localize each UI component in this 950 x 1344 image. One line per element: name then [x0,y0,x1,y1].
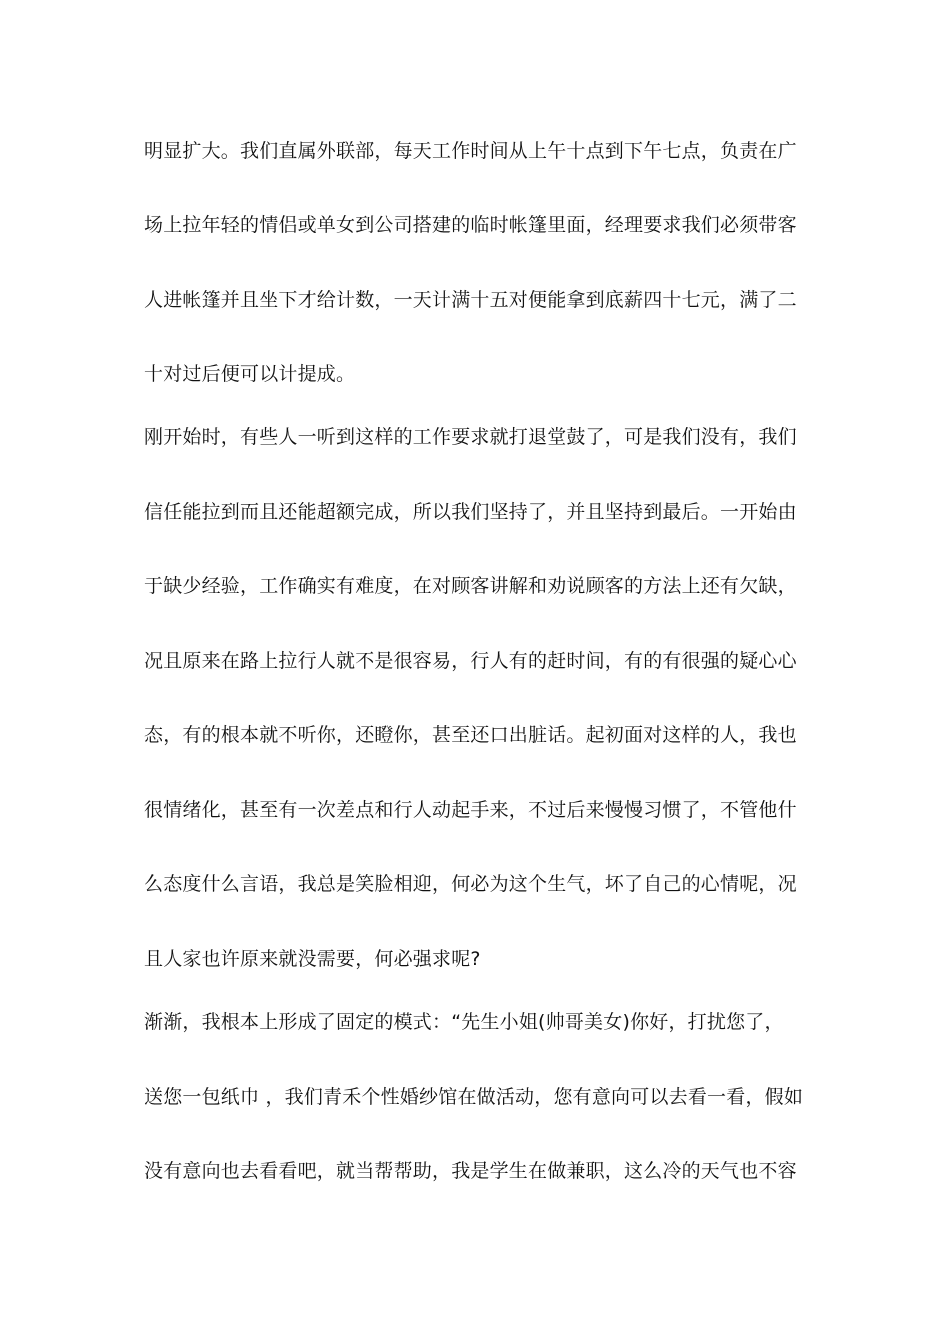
paragraph-line: 信任能拉到而且还能超额完成，所以我们坚持了，并且坚持到最后。一开始由 [144,501,797,523]
paragraph-line: 场上拉年轻的情侣或单女到公司搭建的临时帐篷里面，经理要求我们必须带客 [144,214,797,236]
paragraph-line: 刚开始时，有些人一听到这样的工作要求就打退堂鼓了，可是我们没有，我们 [144,426,797,448]
paragraph-line: 明显扩大。我们直属外联部，每天工作时间从上午十点到下午七点，负责在广 [144,140,797,162]
paragraph-line: 人进帐篷并且坐下才给计数，一天计满十五对便能拿到底薪四十七元，满了二 [144,289,797,311]
paragraph-line: 态，有的根本就不听你，还瞪你，甚至还口出脏话。起初面对这样的人，我也 [144,724,797,746]
paragraph-line: 渐渐，我根本上形成了固定的模式：“先生小姐(帅哥美女)你好，打扰您了， [144,1011,784,1033]
paragraph-line: 于缺少经验，工作确实有难度，在对顾客讲解和劝说顾客的方法上还有欠缺， [144,575,797,597]
paragraph-line: 十对过后便可以计提成。 [144,363,356,385]
paragraph-line: 没有意向也去看看吧，就当帮帮助，我是学生在做兼职，这么冷的天气也不容 [144,1160,797,1182]
paragraph-line: 且人家也许原来就没需要，何必强求呢? [144,948,481,970]
paragraph-line: 况且原来在路上拉行人就不是很容易，行人有的赶时间，有的有很强的疑心心 [144,650,797,672]
paragraph-line: 很情绪化，甚至有一次差点和行人动起手来，不过后来慢慢习惯了，不管他什 [144,799,797,821]
paragraph-line: 送您一包纸巾 ，我们青禾个性婚纱馆在做活动，您有意向可以去看一看，假如 [144,1086,804,1108]
paragraph-line: 么态度什么言语，我总是笑脸相迎，何必为这个生气，坏了自己的心情呢，况 [144,873,797,895]
